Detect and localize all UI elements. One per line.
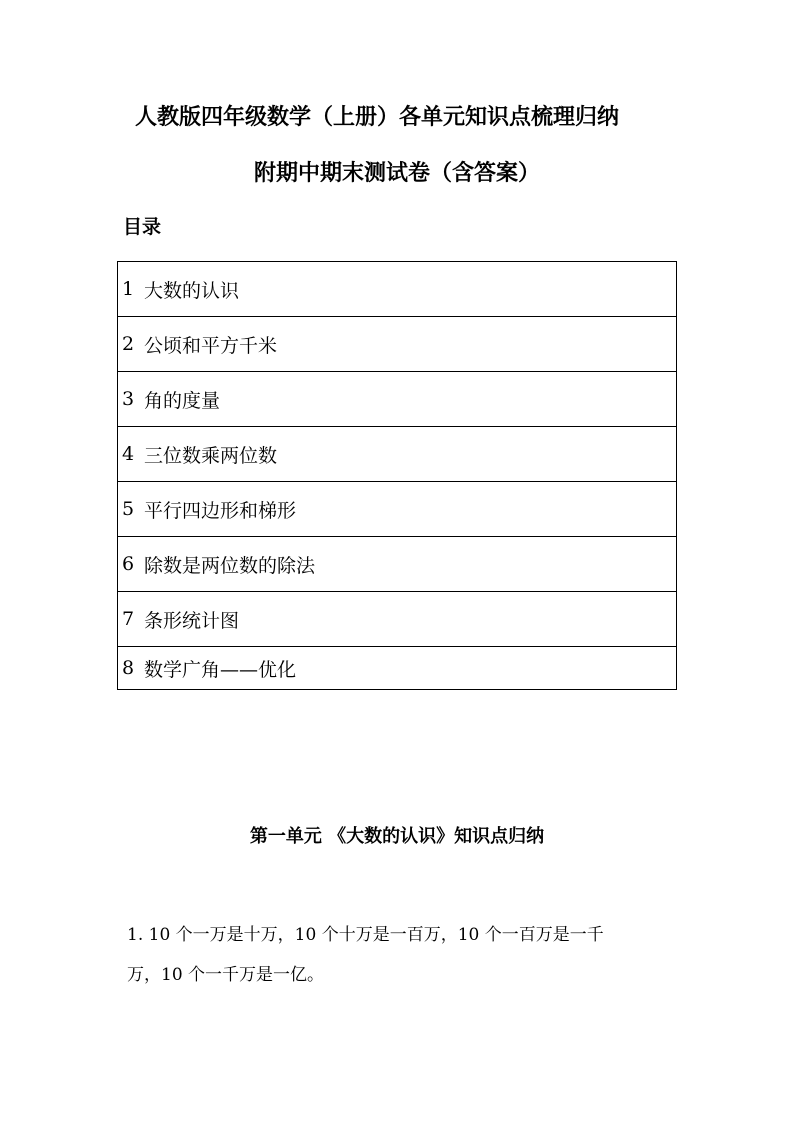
document-title: 人教版四年级数学（上册）各单元知识点梳理归纳 [134,104,619,130]
paragraph-line: 1. 10 个一万是十万，10 个十万是一百万，10 个一百万是一千 [127,925,604,945]
toc-row-4 [118,427,676,482]
toc-label: 公顷和平方千米 [144,334,278,357]
toc-row-1 [118,262,676,317]
toc-number: 4 [122,443,135,465]
toc-number: 5 [122,498,135,520]
document-subtitle: 附期中期末测试卷（含答案） [253,160,540,186]
toc-heading: 目录 [123,216,162,238]
toc-number: 7 [122,608,135,630]
toc-number: 3 [122,388,135,410]
toc-row-6 [118,537,676,592]
toc-number: 6 [122,553,135,575]
toc-row-5 [118,482,676,537]
toc-number: 8 [122,657,135,679]
toc-table [117,261,677,690]
toc-row-2 [118,317,676,372]
toc-label: 条形统计图 [144,609,240,632]
toc-number: 2 [122,333,135,355]
toc-label: 除数是两位数的除法 [144,554,316,577]
toc-row-7 [118,592,676,647]
toc-row-3 [118,372,676,427]
paragraph-line: 万，10 个一千万是一亿。 [127,965,325,985]
toc-label: 角的度量 [144,389,221,412]
toc-number: 1 [122,278,135,300]
section-title: 第一单元 《大数的认识》知识点归纳 [249,826,545,847]
toc-label: 数学广角——优化 [144,658,297,681]
toc-label: 三位数乘两位数 [144,444,278,467]
toc-label: 大数的认识 [144,279,240,302]
toc-row-8 [118,647,676,689]
toc-label: 平行四边形和梯形 [144,499,297,522]
